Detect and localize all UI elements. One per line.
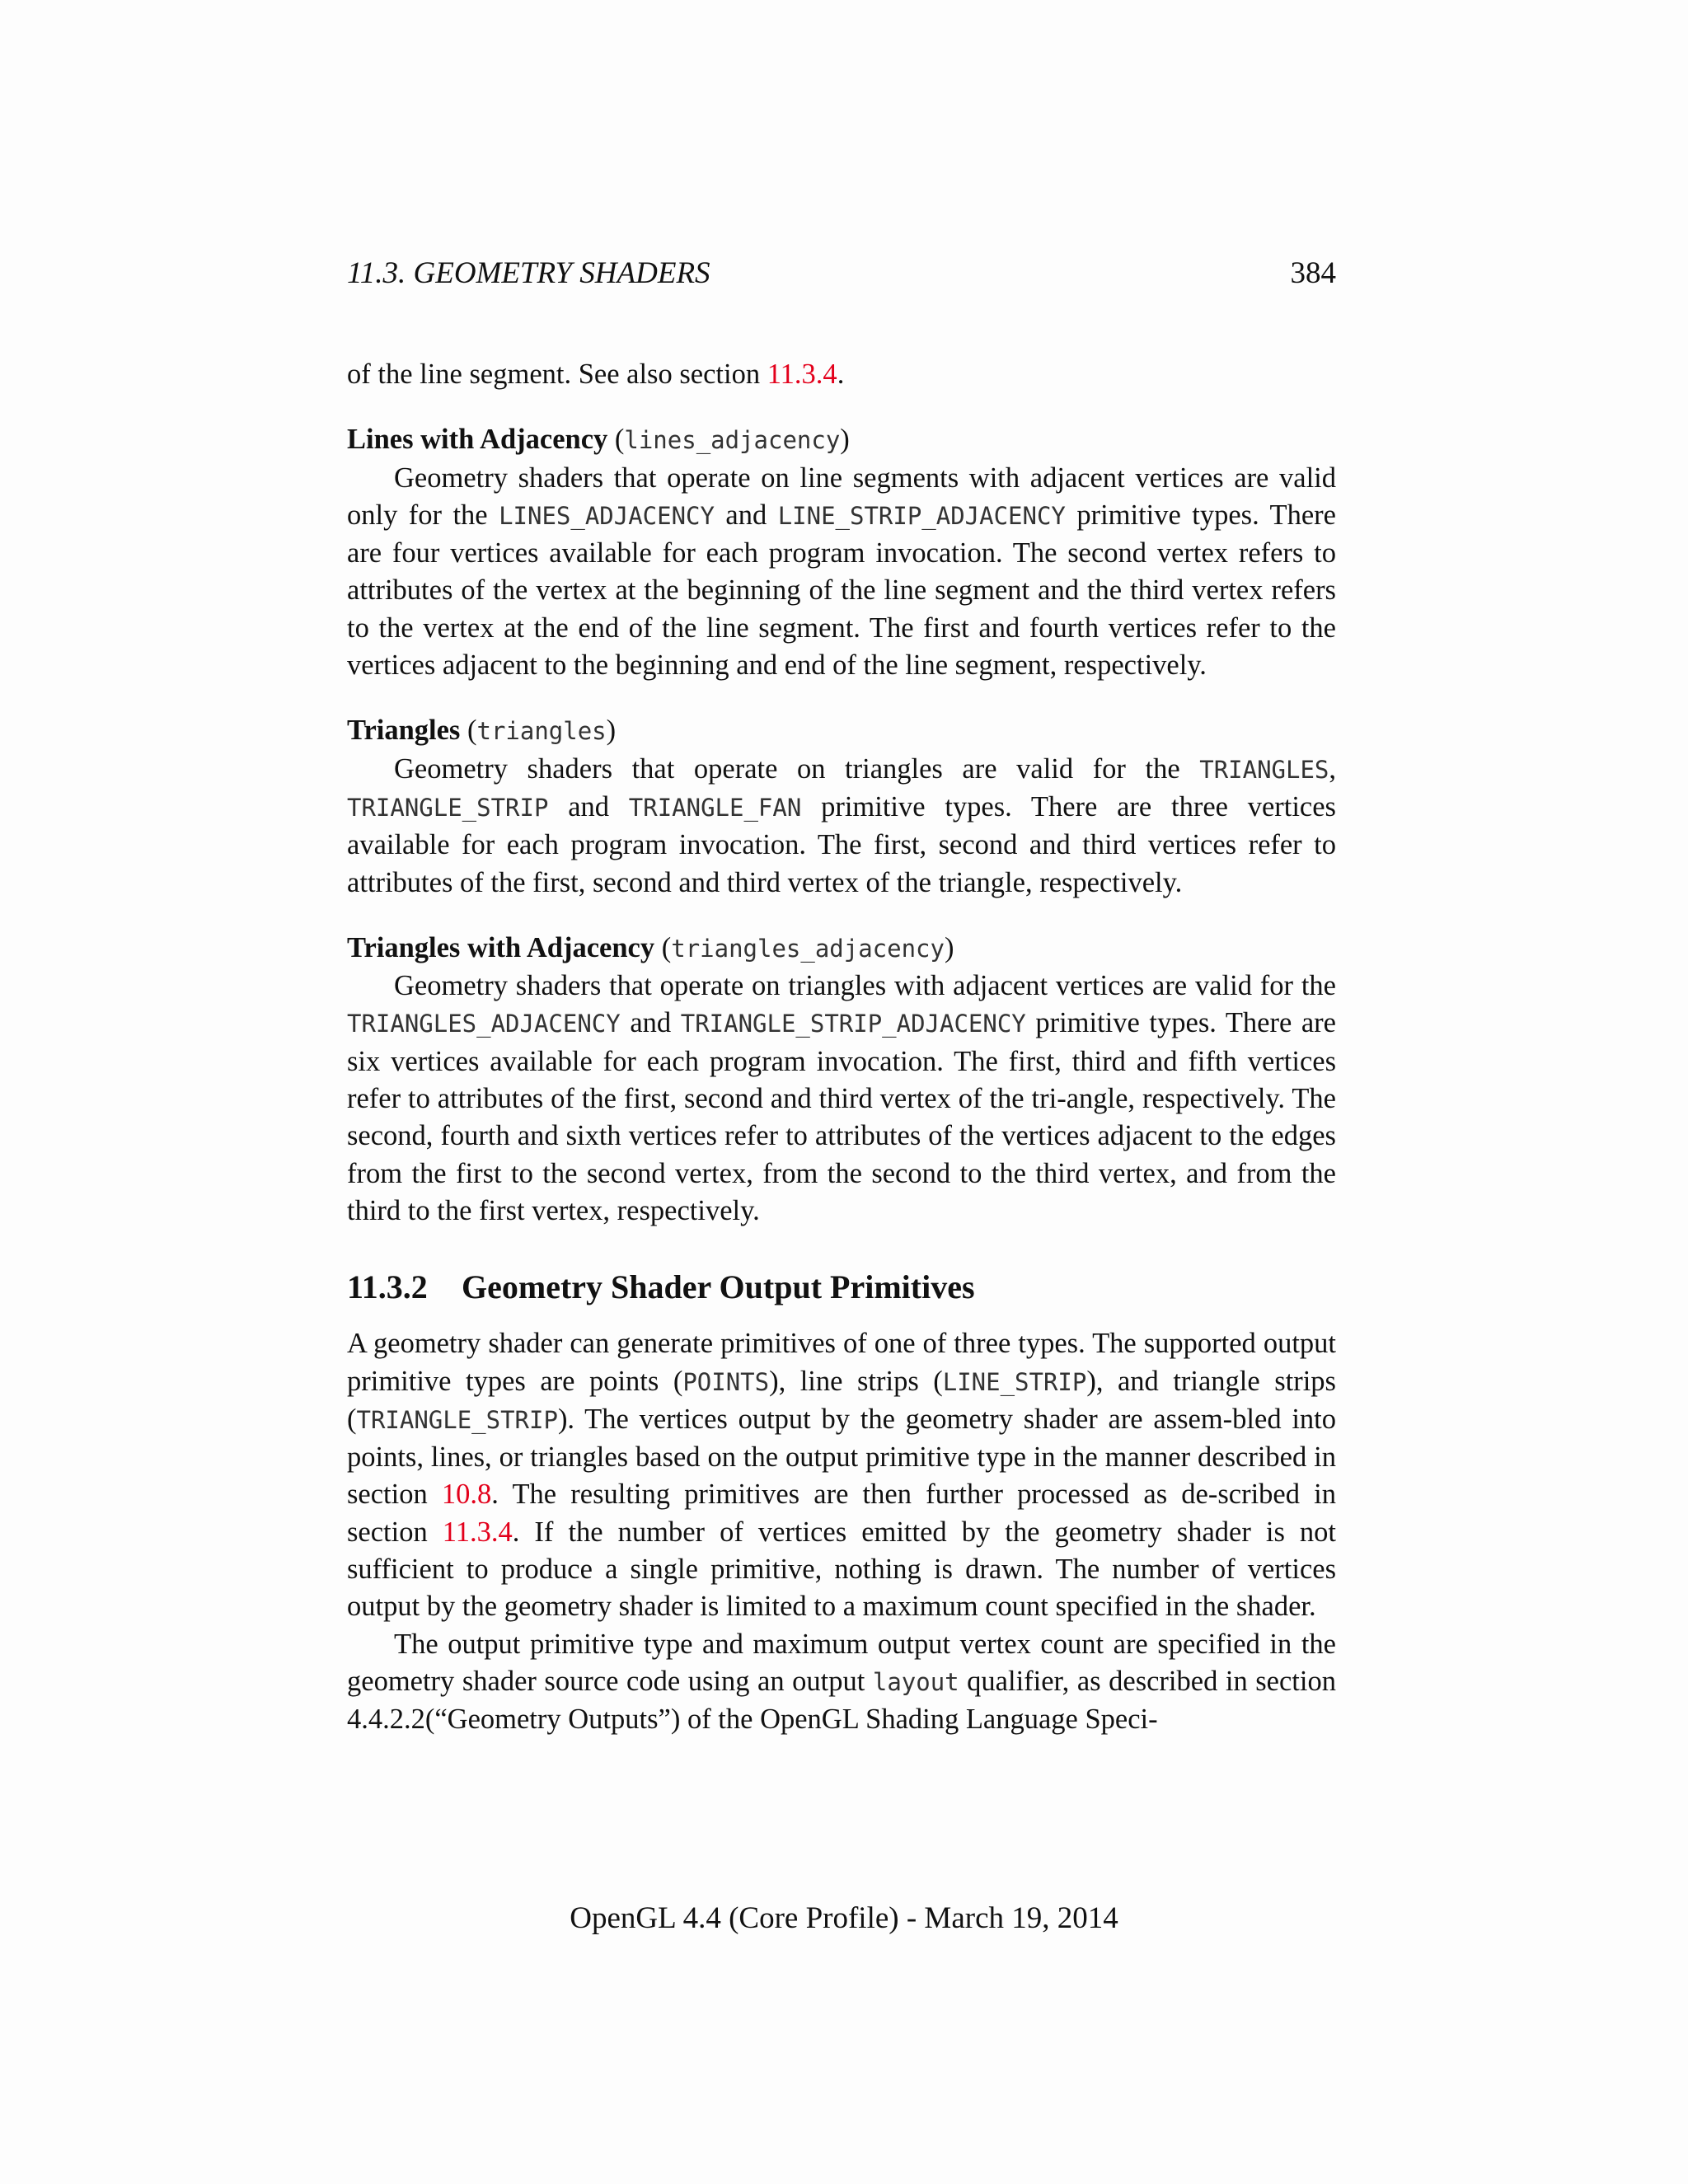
paren-close: ) [606,715,617,747]
code-token: TRIANGLE_STRIP_ADJACENCY [680,1010,1026,1038]
entry-description [347,460,1336,685]
text-run: and [548,790,629,823]
section-link-11-3-4[interactable]: 11.3.4 [767,359,837,390]
paren-close: ) [840,424,850,456]
text-run: . The resulting primitives are then further processed as de-scribed in section [347,1479,1336,1548]
text-run: Geometry shaders that operate on triangles are valid for the [394,752,1200,785]
text-run: primitive types. There are three vertices available for each program invocation. The first, second and third vertices refer to attributes of the first, second and third vertex of the triangle, respectively. [347,790,1336,898]
section-link-10-8[interactable]: 10.8 [441,1479,492,1511]
entry-heading [347,712,1336,750]
text-run: and [714,499,778,531]
continuation-period: . [837,359,845,390]
text-run: ). The vertices output by the geometry shader are assem-bled into points, lines, or triangles based on the output primitive type in the manner described in section [347,1403,1336,1511]
running-head [347,255,1336,297]
entry-title: Lines with Adjacency [347,424,608,456]
text-run: ), and triangle strips ( [347,1365,1336,1435]
page-footer: OpenGL 4.4 (Core Profile) - March 19, 2014 [570,1901,1118,1935]
code-token: layout [872,1667,959,1696]
code-token: LINE_STRIP [942,1367,1087,1396]
subsection-heading [347,1266,1336,1309]
entry-title: Triangles [347,715,461,747]
code-token: TRIANGLES [1199,755,1329,784]
entry-heading [347,930,1336,968]
entry-triangles [347,712,1336,901]
section-link-11-3-4[interactable]: 11.3.4 [442,1516,513,1548]
paren-open: ( [460,715,477,747]
paren-open: ( [654,931,672,963]
entry-description [347,968,1336,1230]
text-run: primitive types. There are four vertices available for each program invocation. The second vertex refers to attributes of the vertex at the beginning of the line segment and the third vertex refers to the vertex at the end of the line segment. The first and fourth vertices refer to the vertices adjacent to the beginning and end of the line segment, respectively. [347,499,1336,682]
text-run: Geometry shaders that operate on triangles with adjacent vertices are valid for the [394,970,1336,1002]
page-body [347,356,1336,1739]
code-token: TRIANGLE_STRIP [347,793,549,822]
text-run: Geometry shaders that operate on line segments with adjacent vertices are valid only for the [347,462,1336,531]
text-run: ), line strips ( [769,1365,943,1397]
entry-lines-adjacency [347,421,1336,684]
subsection-title: Geometry Shader Output Primitives [462,1268,975,1306]
entry-keyword: triangles [476,717,607,746]
entry-description [347,751,1336,902]
code-token: TRIANGLES_ADJACENCY [347,1010,621,1038]
text-run: . If the number of vertices emitted by the geometry shader is not sufficient to produce a single primitive, nothing is drawn. The number of vertices output by the geometry shader is limited to a maximum count specified in the shader. [347,1516,1336,1623]
output-layout-paragraph [347,1626,1336,1739]
output-primitives-paragraph [347,1325,1336,1625]
entry-title: Triangles with Adjacency [347,931,655,963]
paren-close: ) [944,931,954,963]
continuation-text: of the line segment. See also section [347,359,767,390]
entry-triangles-adjacency [347,930,1336,1230]
text-run: qualifier, as described in section 4.4.2.2(“Geometry Outputs”) of the OpenGL Shading Language Speci- [347,1665,1336,1736]
running-head-section: 11.3. GEOMETRY SHADERS [347,256,710,290]
code-token: TRIANGLE_FAN [628,793,802,822]
code-token: TRIANGLE_STRIP [356,1405,558,1434]
code-token: POINTS [682,1367,770,1396]
page-number: 384 [1290,256,1336,290]
text-run: primitive types. There are six vertices available for each program invocation. The first, third and fifth vertices refer to attributes of the first, second and third vertex of the tri-angle, respectively. The second, fourth and sixth vertices refer to attributes of the vertices adjacent to the edges from the first to the second vertex, from the second to the third vertex, and from the third to the first vertex, respectively. [347,1007,1336,1226]
entry-keyword: lines_adjacency [624,426,841,455]
code-token: LINE_STRIP_ADJACENCY [777,501,1066,530]
entry-keyword: triangles_adjacency [671,934,945,963]
paren-open: ( [607,424,625,456]
text-run: A geometry shader can generate primitives of one of three types. The supported output primitive types are points ( [347,1328,1336,1397]
code-token: LINES_ADJACENCY [499,501,715,530]
text-run: , [1329,752,1336,785]
subsection-number: 11.3.2 [347,1268,428,1306]
continuation-paragraph [347,356,1336,393]
text-run: The output primitive type and maximum output vertex count are specified in the geometry shader source code using an output [347,1628,1336,1697]
text-run: and [620,1007,681,1039]
entry-heading [347,421,1336,459]
